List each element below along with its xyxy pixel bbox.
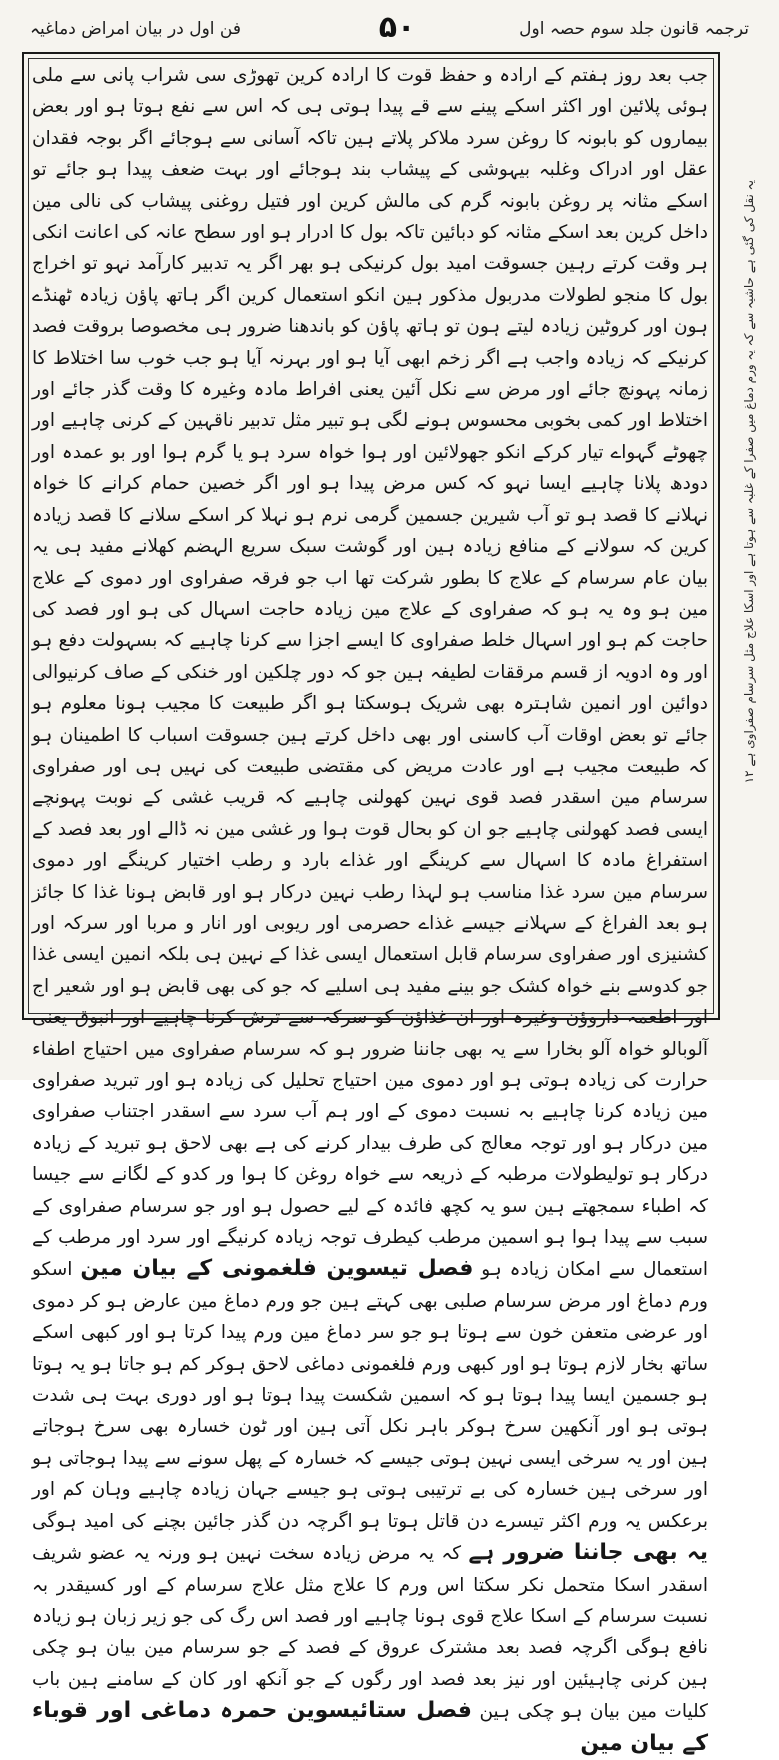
- paragraph-2: اسکو ورم دماغ اور مرض سرسام صلبی بھی کہتے ہین جو ورم دماغ مین عارض ہو کر دموی اور عرضی متعفن خون سے ہوتا ہو جو سر دماغ مین ورم پیدا کرتا ہو اور کبھی اسکے ساتھ بخار لازم ہوتا ہو اور کبھی ورم فلغمونی دماغی لاحق ہوکر کم ہو جاتا ہو یہ ہوتا ہو جسمین ایسا پیدا ہوتا ہو کہ اسمین شکست پیدا ہوتا ہو اور دوری بہت ہی شدت ہوتی ہو اور آنکھین سرخ ہوکر باہر نکل آتی ہین اور ٹون خسارہ بھی سرخ ہوجاتے ہین اور یہ سرخی ایسی نہین ہوتی جیسے کہ خسارہ کے پھل سونے سے پیدا ہوجاتی ہو اور سرخی ہین خسارہ کی بے ترتیبی ہوتی ہو جیسے جہان زیادہ چاہیے وہان کم اور برعکس یہ ورم اکثر تیسرے دن قاتل ہوتا ہو اگرچہ دن گذر جائین بچنے کی امید ہوگی: [32, 1259, 708, 1532]
- page-header: [22, 10, 757, 52]
- paragraph-1: جب بعد روز ہفتم کے ارادہ و حفظ قوت کا ارادہ کرین تھوڑی سی شراب پانی سے ملی ہوئی پلائین اور اکثر اسکے پینے سے قے پیدا ہوتی ہی کہ اس سے نفع ہوتا ہو اور بعض بیماروں کو بابونہ کا روغن سرد ملاکر پلاتے ہین تاکہ آسانی سے ہوجائے اگر بوجہ فقدان عقل اور ادراک وغلبہ بیہوشی کے پیشاب بند ہوجائے اور بہت ضعف پیدا ہو جائے تو اسکے مثانہ پر روغن بابونہ گرم کی مالش کرین اور فتیل روغنی پیشاب کی نالی مین داخل کرین بعد اسکے مثانہ کو دبائین تاکہ بول کا ادرار ہو اور سطح عانہ کی اعانت انکی ہر وقت کرتے رہین جسوقت امید بول کرنیکی ہو بھر اگر یہ تدبیر کارآمد نہو تو اخراج بول کا منجو لطولات مدربول مذکور ہین انکو استعمال کرین اگر ہاتھ پاؤن زیادہ ٹھنڈے ہون اور کروٹین زیادہ لیتے ہون تو ہاتھ پاؤن کو باندھنا ضرور ہی مخصوصا بروقت فصد کرنیکے کہ زیادہ واجب ہے اگر زخم ابھی آیا ہو اور بہرنہ آیا ہو جب خوب سا اختلاط کا زمانہ پہونچ جائے اور مرض سے نکل آئین یعنی افراط مادہ وغیرہ کا وقت گذر جائے اور اختلاط اور کمی بخوبی محسوس ہونے لگی ہو تبیر مثل تدبیر ناقہین کے کرنی چاہیے اور چھوٹے گہواے تیار کرکے انکو جھولائین اور ہوا خواہ سرد ہو یا گرم ہوا اور بو عمدہ اور دودھ پلانا چاہیے ایسا نہو کہ کس مرض پیدا ہو اور اگر خصین حمام کرانے کا خواہ نہلانے کا قصد ہو تو آب شیرین جسمین گرمی نرم ہو نہلا کر اسکے سلانے کا قصد زیادہ کرین کہ سولانے کے منافع زیادہ ہین اور گوشت سبک سریع الہضم کھلانے مفید ہی یہ بیان عام سرسام کے علاج کا بطور شرکت تھا اب جو فرقہ صفراوی اور دموی کے علاج مین ہو وہ یہ ہو کہ صفراوی کے علاج مین زیادہ حاجت اسہال کی ہو اور فصد کی حاجت کم ہو اور اسہال خلط صفراوی کا ایسے اجزا سے کرنا چاہیے کہ بسہولت دفع ہو اور وہ ادویہ از قسم مرققات لطیفہ ہین جو کہ دور چلکین اور خنکی کے صاف کرنیوالی دوائین اور انمین شاہترہ بھی شریک ہوسکتا ہو اگر طبیعت کا مجیب ہونا معلوم ہو جائے تو بعض اوقات آب کاسنی اور بھی داخل کرتے ہین جسوقت اسباب کا اطمینان ہو کہ طبیعت مجیب ہے اور عادت مریض کی مقتضی طبیعت کی نہیں ہی اور صفراوی سرسام مین اسقدر فصد قوی نہین کھولنی چاہیے کہ قریب غشی کے نوبت پہونچے ایسی فصد کھولنی چاہیے جو ان کو بحال قوت ہوا ور غشی مین نہ ڈالے اور بعد فصد کے استفراغ مادہ کا اسہال سے کرینگے اور غذاے بارد و رطب اختیار کرینگے اور دموی سرسام مین سرد غذا مناسب ہو لہذا رطب نہین درکار ہو اور قابض ہونا غذا کا جائز ہو بعد الفراغ کے سہلانے جیسے غذاے حصرمی اور ریوبی اور انار و مربا اور سرکہ اور کشنیزی اور صفراوی سرسام قابل استعمال ایسی غذا کے نہین ہی بلکہ انمین ایسی غذا جو کدوسے بنے خواہ کشک جو بینے مفید ہی اسلیے کہ جو کی بھی قابض ہو اور شعیر اج اور اطعمہ داروؤن وغیرہ اور ان غذاؤن کو سرکہ سے ترش کرنا چاہیے اور انبوق یعنی آلوبالو خواہ آلو بخارا سے یہ بھی جاننا ضرور ہو کہ سرسام صفراوی میں احتیاج اطفاء حرارت کی زیادہ ہوتی ہو اور دموی مین احتیاج تحلیل کی زیادہ ہو اور تبرید صفراوی مین زیادہ کرنا چاہیے بہ نسبت دموی کے اور ہم آب سرد سے اسقدر اجتناب صفراوی مین درکار ہو اور توجہ معالج کی طرف بیدار کرنے کی ہے بھی لاحق ہو تبرید کے زیادہ درکار ہو تولیطولات مرطبہ کے ذریعہ سے خواہ روغن کا ہوا ور کدو کے لگانے سے جیسا کہ اطباء سمجھتے ہین سو یہ کچھ فائدہ کے لیے حصول ہو اور جو سرسام صفراوی کے سبب سے پیدا ہوا ہو اسمین مرطب کیطرف توجہ زیادہ کرنیگے اور سرد اور مرطب کے استعمال سے امکان زیادہ ہو: [32, 65, 708, 1281]
- section-title: فن اول در بیان امراض دماغیہ: [30, 19, 241, 39]
- margin-note-text: یہ نقل کی گئی ہے حاشیہ سے کہ یہ ورم دماغ میں صفرا کے غلبہ سے ہوتا ہے اور اسکا علاج مثل سرسام صفراوی ہے ۱۲: [742, 180, 756, 784]
- book-title: ترجمہ قانون جلد سوم حصہ اول: [519, 19, 749, 39]
- page-number: ۵۰: [378, 10, 416, 45]
- heading-section-30: فصل تیسوین فلغمونی کے بیان مین: [80, 1256, 474, 1282]
- paragraph-3: کہ یہ مرض زیادہ سخت نہین ہو ورنہ یہ عضو شریف اسقدر اسکا متحمل نکر سکتا اس ورم کا علاج مثل علاج سرسام کے اور کسیقدر بہ نسبت سرسام کے اسکا علاج قوی ہونا چاہیے اور فصد اس رگ کی جو زیر زبان ہو زیادہ نافع ہوگی اگرچہ فصد بعد مشترک عروق کے فصد کے جو سرسام مین بیان ہو چکی ہین کرنی چاہیئین اور نیز بعد فصد اور رگوں کے جو آنکھ اور کان کے سامنے ہین باب کلیات مین بیان ہو چکی ہین: [32, 1543, 708, 1723]
- text-frame: [22, 52, 720, 1756]
- margin-note: [726, 180, 772, 784]
- heading-note: یہ بھی جاننا ضرور ہے: [468, 1540, 709, 1566]
- body-text: [32, 60, 708, 1760]
- heading-section-31: فصل ستائیسوین حمرہ دماغی اور قوباء کے بیان مین: [32, 1698, 708, 1756]
